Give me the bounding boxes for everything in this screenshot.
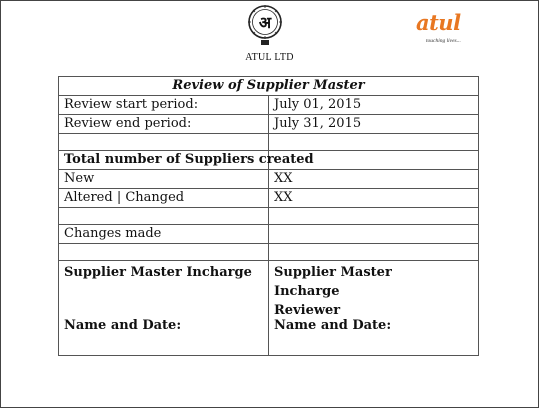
svg-text:अ: अ xyxy=(258,13,272,32)
review-start-label: Review start period: xyxy=(59,96,269,115)
reviewer-label: Supplier Master Incharge Reviewer xyxy=(274,265,392,318)
blank-cell xyxy=(269,134,479,151)
review-end-label: Review end period: xyxy=(59,115,269,134)
changes-made-value xyxy=(269,225,479,244)
atul-logo xyxy=(416,10,478,50)
review-end-value: July 31, 2015 xyxy=(269,115,479,134)
logo-wordmark: atul xyxy=(416,10,461,35)
incharge-label: Supplier Master Incharge xyxy=(64,265,252,280)
changes-made-label: Changes made xyxy=(59,225,269,244)
reviewer-signature-cell xyxy=(269,261,479,356)
incharge-signature-cell xyxy=(59,261,269,356)
total-suppliers-label: Total number of Suppliers created xyxy=(59,151,269,170)
emblem-seal-icon xyxy=(247,4,283,48)
form-title: Review of Supplier Master xyxy=(59,77,479,96)
blank-cell xyxy=(59,244,269,261)
altered-label: Altered | Changed xyxy=(59,189,269,208)
blank-cell xyxy=(59,208,269,225)
altered-value: XX xyxy=(269,189,479,208)
incharge-name-date-label: Name and Date: xyxy=(64,318,182,333)
review-start-value: July 01, 2015 xyxy=(269,96,479,115)
blank-cell xyxy=(269,208,479,225)
new-value: XX xyxy=(269,170,479,189)
new-label: New xyxy=(59,170,269,189)
logo-tagline: touching lives... xyxy=(426,38,461,44)
reviewer-name-date-label: Name and Date: xyxy=(274,318,392,333)
blank-cell xyxy=(269,244,479,261)
supplier-review-form xyxy=(58,76,479,356)
blank-cell xyxy=(59,134,269,151)
company-name: ATUL LTD xyxy=(245,52,294,63)
